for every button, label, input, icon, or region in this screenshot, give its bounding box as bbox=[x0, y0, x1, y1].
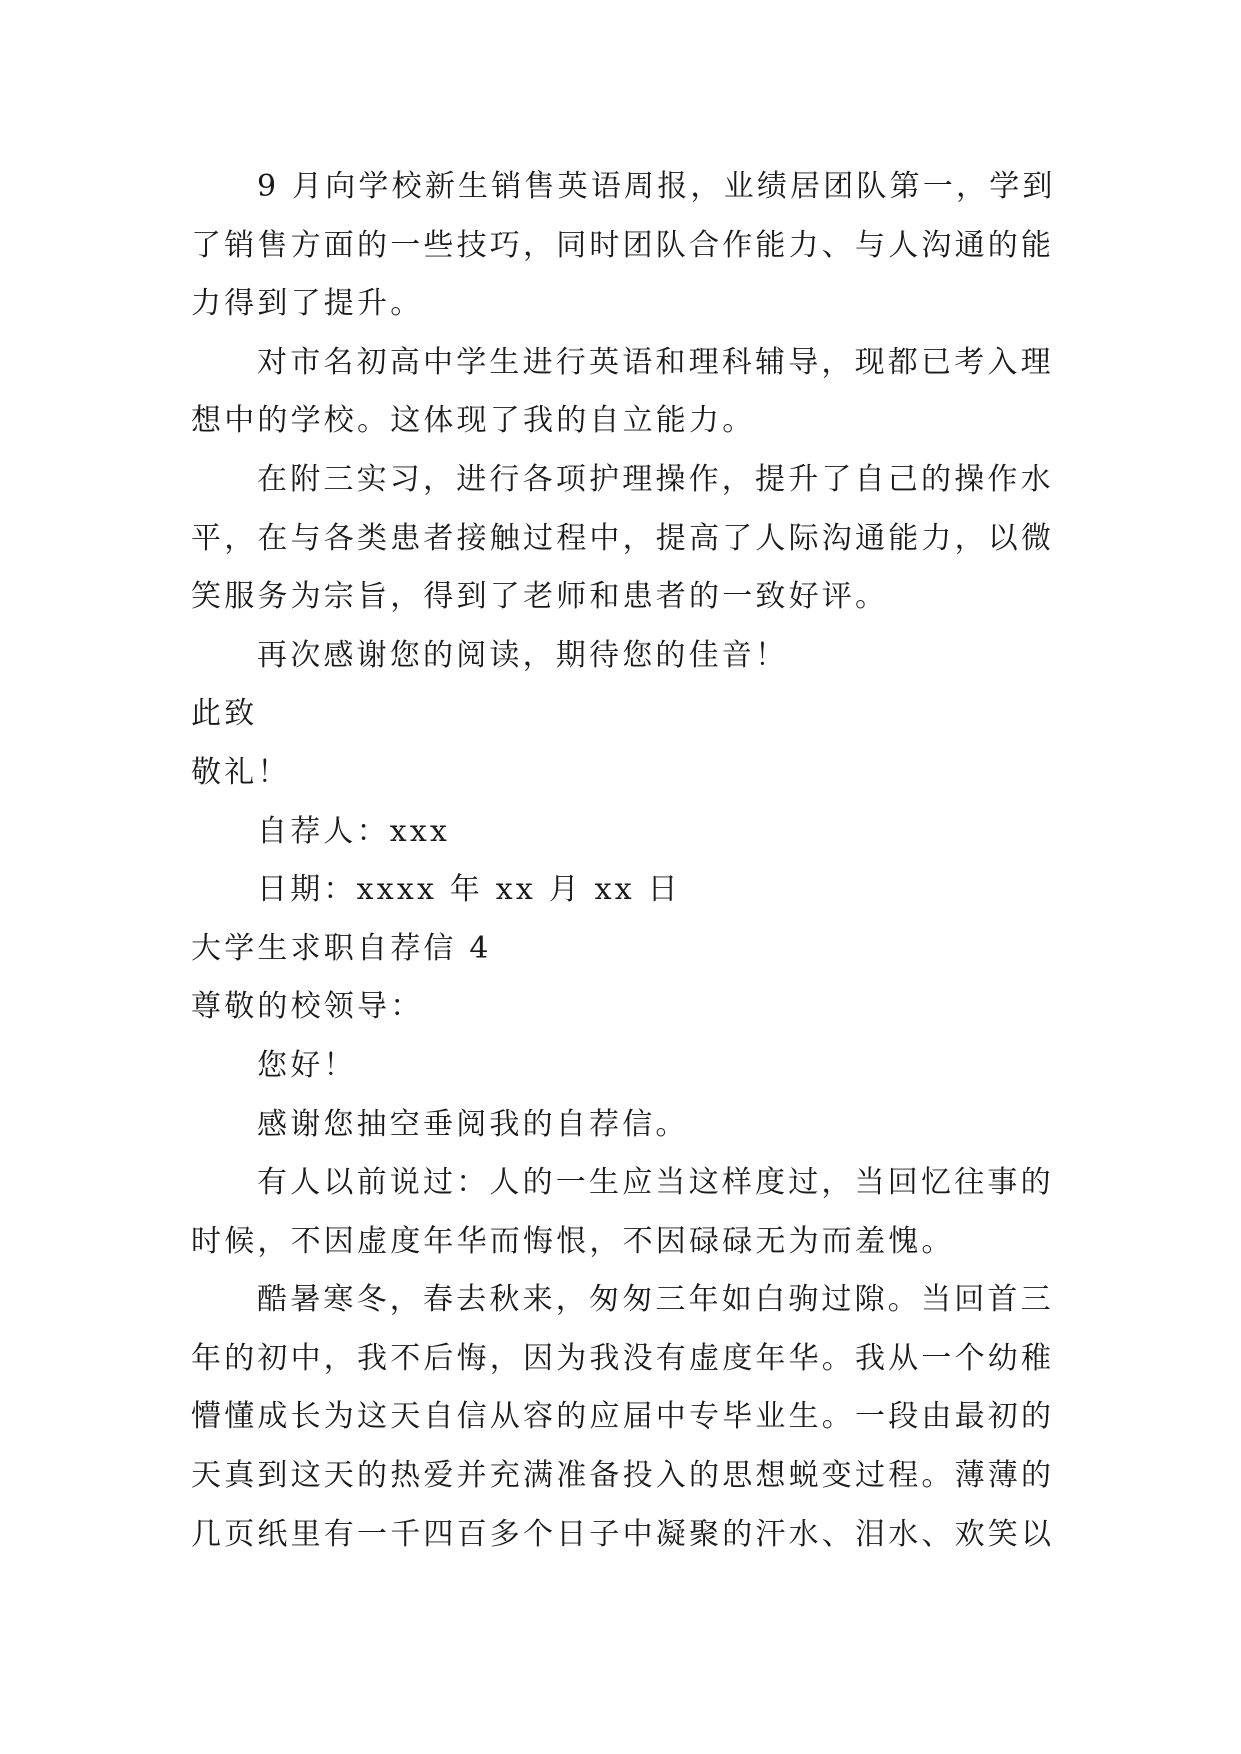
text-line: 几页纸里有一千四百多个日子中凝聚的汗水、泪水、欢笑以 bbox=[191, 1516, 1055, 1552]
text-line: 天真到这天的热爱并充满准备投入的思想蜕变过程。薄薄的 bbox=[191, 1458, 1055, 1494]
text-line: 平，在与各类患者接触过程中，提高了人际沟通能力，以微 bbox=[191, 520, 1055, 556]
document-page bbox=[191, 158, 1056, 1564]
closing-salutation: 此致 bbox=[191, 696, 258, 732]
text-line: 9 月向学校新生销售英语周报，业绩居团队第一，学到 bbox=[257, 169, 1056, 204]
text-line: 年的初中，我不后悔，因为我没有虚度年华。我从一个幼稚 bbox=[191, 1340, 1055, 1376]
closing-regards: 敬礼！ bbox=[191, 754, 291, 790]
text-line: 笑服务为宗旨，得到了老师和患者的一致好评。 bbox=[191, 579, 889, 615]
text-line: 再次感谢您的阅读，期待您的佳音！ bbox=[257, 637, 789, 673]
text-line: 懵懂成长为这天自信从容的应届中专毕业生。一段由最初的 bbox=[191, 1399, 1055, 1435]
text-line: 力得到了提升。 bbox=[191, 286, 424, 322]
text-line: 了销售方面的一些技巧，同时团队合作能力、与人沟通的能 bbox=[191, 227, 1055, 263]
text-line: 感谢您抽空垂阅我的自荐信。 bbox=[257, 1106, 689, 1142]
text-line: 时候，不因虚度年华而悔恨，不因碌碌无为而羞愧。 bbox=[191, 1223, 955, 1259]
text-line: 您好！ bbox=[257, 1047, 357, 1083]
signature-line: 自荐人：xxx bbox=[257, 813, 451, 849]
text-line: 酷暑寒冬，春去秋来，匆匆三年如白驹过隙。当回首三 bbox=[257, 1282, 1054, 1318]
text-line: 对市名初高中学生进行英语和理科辅导，现都已考入理 bbox=[257, 344, 1054, 380]
date-line: 日期：xxxx 年 xx 月 xx 日 bbox=[257, 872, 681, 908]
greeting: 尊敬的校领导： bbox=[191, 989, 424, 1025]
section-title: 大学生求职自荐信 4 bbox=[191, 930, 492, 966]
text-line: 在附三实习，进行各项护理操作，提升了自己的操作水 bbox=[257, 461, 1054, 497]
text-line: 有人以前说过：人的一生应当这样度过，当回忆往事的 bbox=[257, 1165, 1054, 1201]
text-line: 想中的学校。这体现了我的自立能力。 bbox=[191, 403, 756, 439]
